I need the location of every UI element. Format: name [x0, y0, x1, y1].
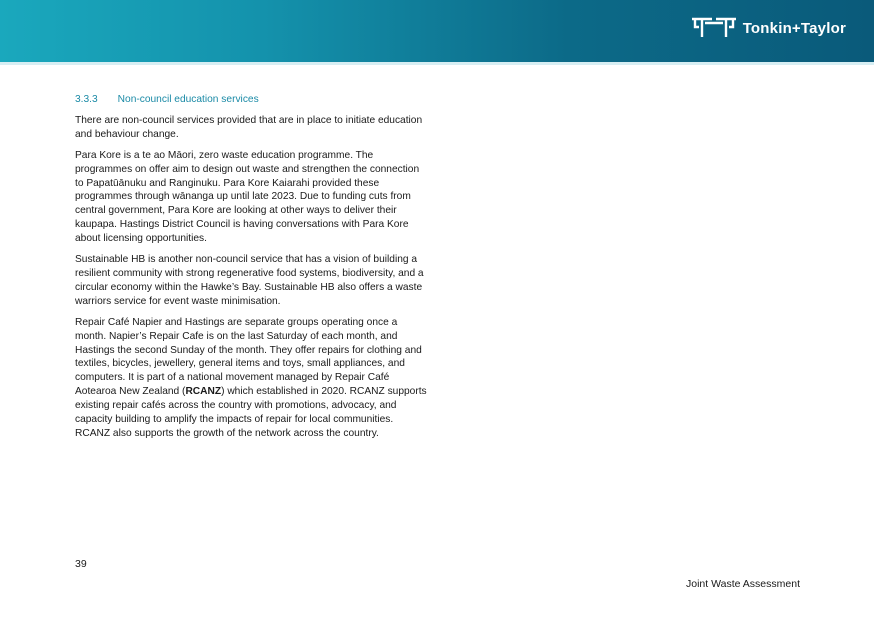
paragraph-intro: There are non-council services provided that are in place to initiate education and behaviour change. — [75, 114, 423, 140]
header-banner — [0, 0, 874, 62]
paragraph-para-kore: Para Kore is a te ao Māori, zero waste education programme. The programmes on offer aim to design out waste and strengthen the connection to Papatūānuku and Ranginuku. Para Kore Kaiarahi provided these programmes through wānanga up until late 2023. Due to funding cuts from central government, Para Kore are looking at other ways to deliver their kaupapa. Hastings District Council is having conversations with Para Kore about licensing opportunities. — [75, 149, 420, 245]
tt-monogram-icon — [691, 17, 737, 39]
section-title: Non-council education services — [117, 94, 259, 105]
page-number: 39 — [75, 558, 87, 570]
brand-logo — [691, 15, 846, 41]
section-heading — [75, 93, 430, 107]
rcanz-acronym: RCANZ — [185, 386, 222, 398]
paragraph-repair-cafe — [75, 316, 430, 441]
main-content — [75, 93, 430, 448]
footer-document-title: Joint Waste Assessment — [686, 578, 800, 590]
repair-cafe-text-start: Repair Café Napier and Hastings are separate groups operating once a month. Napier’s Repair Cafe is on the last Saturday of each month, and Hastings the second Sunday of the month. They offer repairs for clothing and textiles, bicycles, jewellery, general items and toys, small appliances, and computers. It is part of a national movement managed by Repair Café Aotearoa New Zealand ( — [75, 316, 422, 398]
repair-cafe-text-end: ) which established in 2020. RCANZ supports existing repair cafés across the country with promotions, advocacy, and capacity building to amplify the impacts of repair for local communities. RCANZ also supports the growth of the network across the country. — [75, 386, 427, 439]
paragraph-sustainable-hb: Sustainable HB is another non-council service that has a vision of building a resilient community with strong regenerative food systems, biodiversity, and a circular economy within the Hawke’s Bay. Sustainable HB also offers a waste warriors service for event waste minimisation. — [75, 254, 424, 307]
section-number: 3.3.3 — [75, 94, 98, 105]
header-divider — [0, 62, 874, 65]
brand-name: Tonkin+Taylor — [742, 19, 846, 37]
